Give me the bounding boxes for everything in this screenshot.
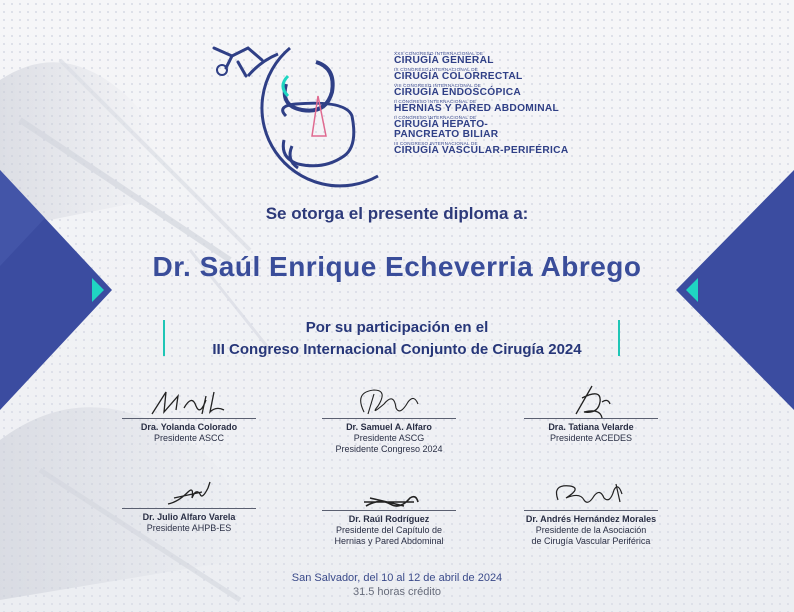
signatory-name: Dr. Raúl Rodríguez <box>348 514 430 524</box>
signatory-block <box>104 388 274 444</box>
signatory-role: Presidente ASCG <box>353 433 425 443</box>
signature-image <box>546 384 636 418</box>
diploma-heading: Se otorga el presente diploma a: <box>265 204 529 223</box>
congress-line <box>394 99 614 114</box>
signatory-role: Hernias y Pared Abdominal <box>334 536 444 546</box>
congress-edition: III CONGRESO INTERNACIONAL DE <box>394 141 478 146</box>
signatory-name: Dr. Samuel A. Alfaro <box>346 422 432 432</box>
congress-edition: II CONGRESO INTERNACIONAL DE <box>394 115 477 120</box>
place-date: San Salvador, del 10 al 12 de abril de 2024 <box>291 572 503 584</box>
signature-image <box>144 478 234 508</box>
signatory-name: Dr. Andrés Hernández Morales <box>525 514 657 524</box>
congress-name: CIRUGÍA ENDOSCÓPICA <box>394 87 522 98</box>
congress-edition: II CONGRESO INTERNACIONAL DE <box>394 99 477 104</box>
signatory-role: de Cirugía Vascular Periférica <box>531 536 651 546</box>
signature-image <box>344 384 434 418</box>
signatory-name: Dra. Yolanda Colorado <box>140 422 238 432</box>
signatory-name: Dra. Tatiana Velarde <box>548 422 634 432</box>
participation-line-2: III Congreso Internacional Conjunto de Cirugía 2024 <box>212 341 582 358</box>
congress-line <box>394 141 614 156</box>
congress-name: HERNIAS Y PARED ABDOMINAL <box>394 103 560 114</box>
congress-titles <box>394 50 614 156</box>
signature-line <box>122 508 256 509</box>
congress-name: CIRUGÍA COLORRECTAL <box>394 71 523 82</box>
signatory-block <box>506 384 676 444</box>
signatory-role: Presidente AHPB-ES <box>146 523 232 533</box>
signature-image <box>144 388 234 418</box>
signature-line <box>524 418 658 419</box>
signature-line <box>524 510 658 511</box>
signatory-role: Presidente ACEDES <box>549 433 633 443</box>
signature-image <box>344 490 434 510</box>
congress-name: CIRUGÍA GENERAL <box>394 55 494 66</box>
signatory-role: Presidente de la Asociación <box>535 525 647 535</box>
footer <box>0 571 794 599</box>
congress-logo <box>208 36 398 196</box>
participation-text <box>0 317 794 361</box>
signatory-name: Dr. Julio Alfaro Varela <box>142 512 236 522</box>
signature-line <box>122 418 256 419</box>
signature-line <box>322 510 456 511</box>
congress-edition: VIII CONGRESO INTERNACIONAL DE <box>394 83 481 88</box>
credit-hours: 31.5 horas crédito <box>352 586 442 598</box>
signatory-role: Presidente ASCC <box>153 433 225 443</box>
signature-line <box>322 418 456 419</box>
congress-edition: IX CONGRESO INTERNACIONAL DE <box>394 67 479 72</box>
congress-edition: XXX CONGRESO INTERNACIONAL DE <box>394 51 484 56</box>
congress-name: CIRUGÍA HEPATO-PANCREATO BILIAR <box>394 119 499 140</box>
congress-line <box>394 67 614 82</box>
signatory-role: Presidente Congreso 2024 <box>335 444 443 454</box>
signature-image <box>536 480 646 510</box>
signatory-block <box>304 490 474 547</box>
congress-name: CIRUGÍA VASCULAR-PERIFÉRICA <box>394 145 569 156</box>
recipient-name: Dr. Saúl Enrique Echeverria Abrego <box>152 251 642 282</box>
participation-line-1: Por su participación en el <box>305 319 489 336</box>
signatory-block <box>304 384 474 455</box>
congress-line <box>394 83 614 98</box>
congress-line <box>394 115 614 140</box>
congress-line <box>394 51 614 66</box>
signatory-block <box>104 478 274 534</box>
signatory-block <box>506 480 676 547</box>
signatory-role: Presidente del Capítulo de <box>335 525 443 535</box>
